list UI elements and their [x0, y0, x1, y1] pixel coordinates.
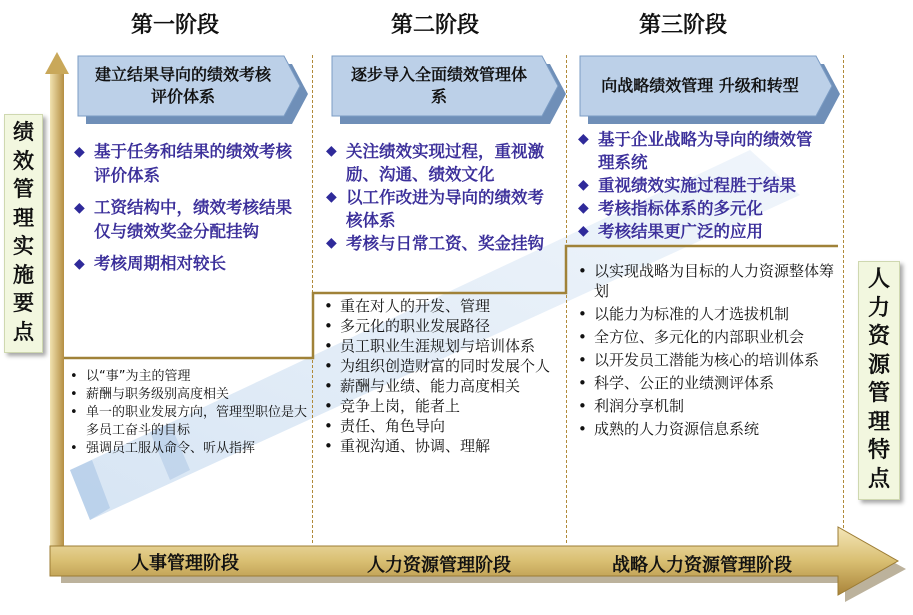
- right-label-char: 源: [867, 351, 890, 378]
- list-item: • 以实现战略为目标的人力资源整体筹划: [572, 261, 834, 301]
- list-item: • 重在对人的开发、管理: [318, 296, 563, 316]
- list-item: • 全方位、多元化的内部职业机会: [572, 327, 834, 347]
- list-item: ◆ 考核与日常工资、奖金挂钩: [326, 232, 554, 255]
- list-item: ◆ 以工作改进为导向的绩效考核体系: [326, 186, 554, 232]
- stage-2-goal-line: 逐步导入全面绩效管理体: [350, 65, 527, 84]
- left-label-char: 效: [13, 147, 34, 173]
- list-item: • 责任、角色导向: [318, 416, 563, 436]
- list-item: • 强调员工服从命令、听从指挥: [64, 440, 308, 458]
- list-item: • 薪酬与职务级别高度相关: [64, 386, 308, 404]
- left-label-char: 实: [13, 233, 34, 258]
- list-item: ◆ 关注绩效实现过程，重视激励、沟通、绩效文化: [326, 140, 554, 186]
- right-label-char: 理: [867, 408, 890, 435]
- right-label-char: 资: [867, 323, 890, 349]
- list-item: • 单一的职业发展方向，管理型职位是大多员工奋斗的目标: [64, 404, 308, 440]
- stage-2-goal-line: 系: [430, 87, 447, 106]
- list-item: • 多元化的职业发展路径: [318, 316, 563, 336]
- stage-1-goal-line: 建立结果导向的绩效考核: [94, 65, 271, 84]
- stage-3-title: 第三阶段: [638, 12, 727, 38]
- list-item: ◆ 考核结果更广泛的应用: [578, 220, 828, 243]
- phase-label-personnel: 人事管理阶段: [131, 553, 239, 574]
- list-item: • 利润分享机制: [572, 396, 834, 416]
- list-item: • 重视沟通、协调、理解: [318, 436, 563, 456]
- list-item: ◆ 工资结构中，绩效考核结果仅与绩效奖金分配挂钩: [74, 196, 304, 244]
- list-item: ◆ 考核周期相对较长: [74, 252, 304, 276]
- list-item: ◆ 基于企业战略为导向的绩效管理系统: [578, 128, 828, 174]
- list-item: • 以能力为标准的人才选拔机制: [572, 304, 834, 324]
- list-item: • 竞争上岗，能者上: [318, 396, 563, 416]
- list-item: • 员工职业生涯规划与培训体系: [318, 336, 563, 356]
- list-item: • 成熟的人力资源信息系统: [572, 419, 834, 439]
- left-label-char: 绩: [13, 119, 34, 144]
- left-label-char: 点: [13, 318, 34, 344]
- left-label-char: 理: [13, 204, 34, 230]
- stage-1-goal-line: 评价体系: [150, 87, 215, 106]
- right-label-char: 点: [867, 465, 890, 492]
- right-label-char: 人: [867, 266, 890, 292]
- list-item: • 以“事”为主的管理: [64, 368, 308, 386]
- left-label-char: 要: [13, 290, 34, 315]
- phase-label-hrm: 人力资源管理阶段: [367, 555, 511, 576]
- right-label-char: 管: [867, 380, 890, 406]
- right-label-char: 力: [867, 294, 890, 321]
- left-label-char: 施: [13, 261, 34, 287]
- stage-3-goal-line: 向战略绩效管理 升级和转型: [601, 76, 799, 95]
- right-label-char: 特: [867, 437, 890, 463]
- stage-2-title: 第二阶段: [390, 12, 479, 38]
- list-item: • 为组织创造财富的同时发展个人: [318, 356, 563, 376]
- list-item: ◆ 考核指标体系的多元化: [578, 197, 828, 220]
- stage-1-title: 第一阶段: [130, 12, 219, 38]
- left-label-char: 管: [13, 176, 34, 201]
- list-item: • 薪酬与业绩、能力高度相关: [318, 376, 563, 396]
- list-item: ◆ 重视绩效实施过程胜于结果: [578, 174, 828, 197]
- list-item: • 科学、公正的业绩测评体系: [572, 373, 834, 393]
- phase-label-strategic-hrm: 战略人力资源管理阶段: [612, 555, 792, 576]
- list-item: ◆ 基于任务和结果的绩效考核评价体系: [74, 140, 304, 188]
- list-item: • 以开发员工潜能为核心的培训体系: [572, 350, 834, 370]
